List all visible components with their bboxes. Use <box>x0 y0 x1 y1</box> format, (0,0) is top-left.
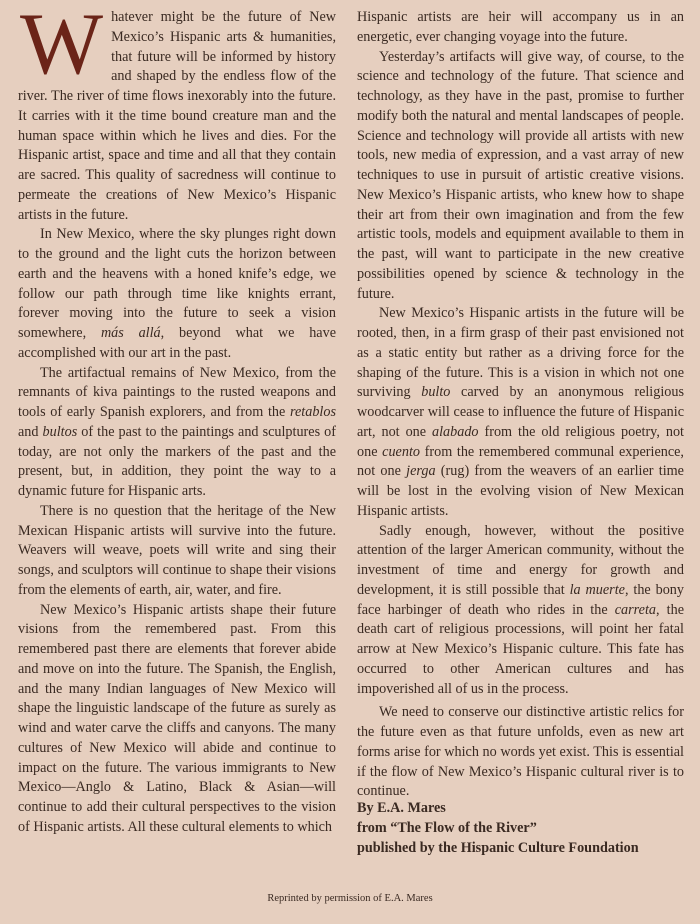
text-run: of the past to the paintings and sculptures of today, are not only the markers of the past and the present, but, in addition, they point the way to a dynamic future for Hispanic arts. <box>18 423 336 499</box>
text-run: New Mexico’s Hispanic artists in the future will be rooted, then, in a firm grasp of their past envisioned not as a static entity but rather as a driving force for the shaping of the future. This is a vision in which not one surviving <box>357 305 684 401</box>
italic-term: bultos <box>42 423 78 440</box>
italic-term: carreta <box>614 601 656 618</box>
paragraph <box>357 48 684 305</box>
text-run: , beyond what we have accomplished with our art in the past. <box>18 325 336 361</box>
text-run: from the old religious poetry, not one <box>357 423 684 460</box>
left-column <box>18 0 336 838</box>
text-run: , the bony face harbinger of death who rides in the <box>357 581 684 618</box>
text-run: hatever might be the future of New Mexico’s Hispanic arts & humanities, that future will be informed by history and shaped by the endless flow of the river. The river of time flows inexorably into the future. It carries with it the time bound creature man and the human space within which he lives and dies. For the Hispanic artist, space and time and all that they contain are sacred. This quality of sacredness will continue to permeate the creations of New Mexico’s Hispanic artists in the future. <box>18 9 336 223</box>
byline-publisher: published by the Hispanic Culture Foundation <box>357 840 639 856</box>
text-run: Yesterday’s artifacts will give way, of course, to the science and technology of the future. That science and technology, as they have in the past, promise to further modify both the natural and mental landscapes of people. Science and technology will provide all artists with new tools, new media of expression, and a vast array of new techniques to use in pursuit of artistic creative visions. New Mexico’s Hispanic artists, who knew how to shape their art from their own imagination and from the few artistic tools, models and equipment available to them in the past, will want to participate in the new creative possibilities opened by science & technology in the future. <box>357 48 684 302</box>
paragraph <box>18 502 336 601</box>
text-run: Sadly enough, however, without the positive attention of the larger American community, without the investment of time and energy for growth and development, it is still possible that <box>357 522 684 598</box>
paragraph <box>18 225 336 363</box>
paragraph <box>357 703 684 802</box>
text-run: In New Mexico, where the sky plunges right down to the ground and the light cuts the horizon between earth and the heavens with a honed knife’s edge, we follow our path through time like knights errant, forever moving into the future to seek a vision somewhere, <box>18 226 336 341</box>
paragraph <box>357 522 684 700</box>
italic-term: más allá <box>100 325 161 341</box>
byline-source: from “The Flow of the River” <box>357 820 537 836</box>
right-column <box>357 8 684 802</box>
text-run: Hispanic artists are heir will accompany us in an energetic, ever changing voyage into the future. <box>357 9 684 45</box>
italic-term: retablos <box>290 404 336 420</box>
italic-term: cuento <box>382 443 420 460</box>
italic-term: la muerte <box>569 581 625 598</box>
text-run: from the remembered communal experience, not one <box>357 443 684 480</box>
paragraph <box>357 8 684 48</box>
paragraph <box>357 304 684 521</box>
text-run: , the death cart of religious processions, will point her fatal arrow at New Mexico’s Hispanic culture. This fate has occurred to other American cultures and has impoverished all of us in the process. <box>357 601 684 697</box>
text-run: We need to conserve our distinctive artistic relics for the future even as that future unfolds, even as new art forms arise for which no words yet exist. This is essential if the flow of New Mexico’s Hispanic cultural river is to continue. <box>357 704 684 800</box>
text-run: There is no question that the heritage of the New Mexican Hispanic artists will survive into the future. Weavers will weave, poets will write and sing their songs, and sculptors will continue to shape their visions from the elements of earth, air, water, and fire. <box>18 502 336 598</box>
byline-author: By E.A. Mares <box>357 800 446 816</box>
text-run: The artifactual remains of New Mexico, from the remnants of kiva paintings to the rusted weapons and tools of early Spanish explorers, and from the <box>18 364 336 420</box>
italic-term: alabado <box>432 423 479 440</box>
text-run: (rug) from the weavers of an earlier time will be lost in the evolving vision of New Mexican Hispanic artists. <box>357 463 684 519</box>
byline <box>357 798 697 858</box>
italic-term: bulto <box>421 384 451 401</box>
paragraph <box>18 601 336 838</box>
reprint-credit: Reprinted by permission of E.A. Mares <box>267 893 433 904</box>
text-run: and <box>18 423 43 440</box>
italic-term: jerga <box>406 463 436 480</box>
drop-cap: W <box>20 0 104 93</box>
text-run: New Mexico’s Hispanic artists shape their future visions from the remembered past. From this remembered past there are elements that forever abide and move on into the future. The Spanish, the English, and the many Indian languages of New Mexico will shape the linguistic landscape of the future as surely as wind and water carve the cliffs and canyons. The many cultures of New Mexico will abide and continue to impact on the future. The various immigrants to New Mexico—Anglo & Latino, Black & Asian—will continue to add their cultural perspectives to the vision of Hispanic artists. All these cultural elements to which <box>18 601 336 835</box>
paragraph <box>18 364 336 502</box>
text-run: carved by an anonymous religious woodcarver will cease to influence the future of Hispanic art, not one <box>357 384 684 440</box>
